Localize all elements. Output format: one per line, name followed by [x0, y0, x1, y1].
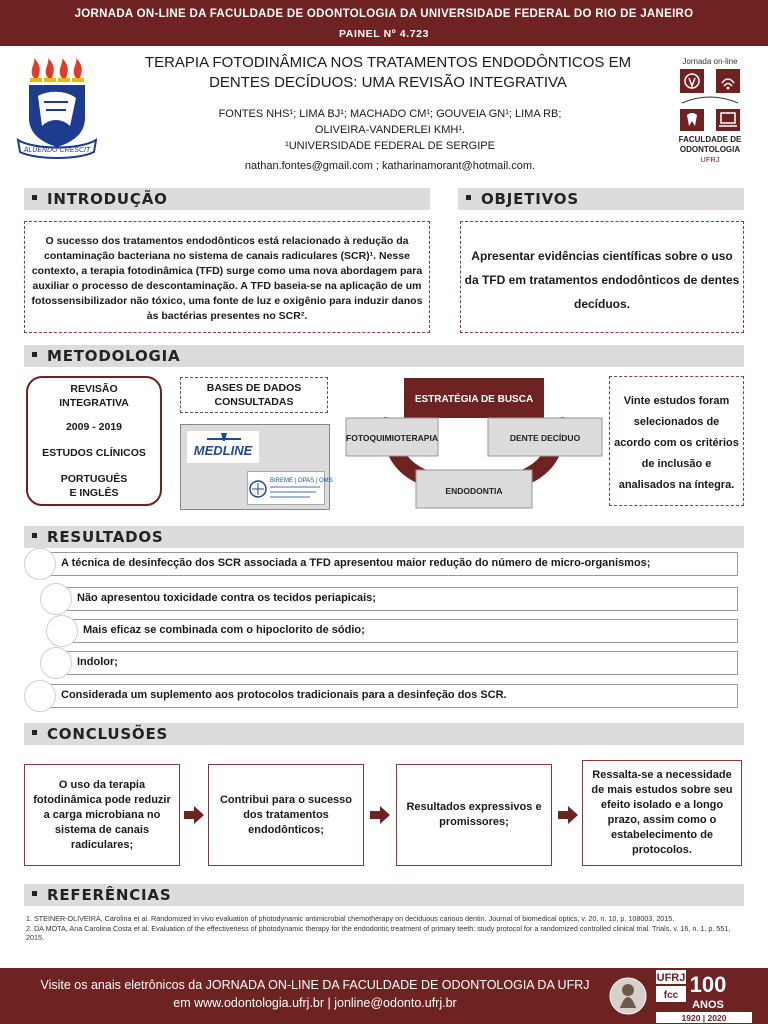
ufs-crest-logo [14, 56, 100, 162]
authors: FONTES NHS¹; LIMA BJ¹; MACHADO CM¹; GOUVEIA GN¹; LIMA RB; OLIVEIRA-VANDERLEI KMH¹. [218, 108, 562, 136]
medline-logo [187, 431, 259, 463]
poster-title: TERAPIA FOTODINÂMICA NOS TRATAMENTOS ENDODÔNTICOS EM DENTES DECÍDUOS: UMA REVISÃO INTEGRATIVA [144, 54, 632, 91]
conclusion-box: Resultados expressivos e promissores; [396, 764, 552, 866]
footer-line-2: em www.odontologia.ufrj.br | jonline@odonto.ufrj.br [173, 996, 457, 1010]
svg-text:UFRJ: UFRJ [656, 972, 686, 984]
database-logos [180, 424, 333, 510]
conclusion-box: Ressalta-se a necessidade de mais estudos sobre seu efeito isolado e a longo prazo, assim como o estabelecimento de protocolos. [582, 760, 742, 866]
svg-text:ODONTOLOGIA: ODONTOLOGIA [679, 145, 741, 154]
contact-emails: nathan.fontes@gmail.com ; katharinamorant@hotmail.com. [244, 160, 536, 172]
conclusion-box: O uso da terapia fotodinâmica pode reduzir a carga microbiana no sistema de canais radiculares; [24, 764, 180, 866]
reference-item: 1. STEINER-OLIVEIRA, Carolina et al. Randomized in vivo evaluation of photodynamic antimicrobial chemotherapy on deciduous carious dentin. Journal of biomedical optics, v. 20, n. 10, p. 108003, 2015. [26, 914, 675, 923]
affiliation: ¹UNIVERSIDADE FEDERAL DE SERGIPE [285, 140, 495, 152]
svg-text:ALUENDO CRESCIT: ALUENDO CRESCIT [23, 147, 91, 154]
arrow-right-icon [370, 806, 390, 824]
footer-line-1: Visite os anais eletrônicos da JORNADA ON-LINE DA FACULDADE DE ODONTOLOGIA DA UFRJ [40, 978, 590, 992]
bullet-circle [46, 615, 78, 647]
selected-studies-text: Vinte estudos foram selecionados de acordo com os critérios de inclusão e analisados na íntegra. [609, 376, 744, 506]
bullet-circle [40, 647, 72, 679]
arrow-right-icon [184, 806, 204, 824]
conclusion-box: Contribui para o sucesso dos tratamentos endodônticos; [208, 764, 364, 866]
svg-text:Jornada on-line: Jornada on-line [682, 57, 738, 66]
result-item: Mais eficaz se combinada com o hipoclorito de sódio; [62, 619, 738, 643]
result-item: Não apresentou toxicidade contra os tecidos periapicais; [56, 587, 738, 611]
section-header-resultados: RESULTADOS [24, 526, 744, 548]
metodologia-criteria-box: REVISÃO INTEGRATIVA 2009 - 2019 ESTUDOS CLÍNICOS PORTUGUÊS E INGLÊS [26, 376, 162, 506]
jornada-online-logo [672, 55, 748, 167]
svg-text:UFRJ: UFRJ [700, 155, 720, 164]
svg-text:FACULDADE DE: FACULDADE DE [678, 135, 742, 144]
flame-icon [30, 58, 84, 82]
svg-text:ANOS: ANOS [692, 999, 724, 1011]
search-strategy-diagram [344, 374, 604, 510]
section-header-metodologia: METODOLOGIA [24, 345, 744, 367]
term-endodontia: ENDODONTIA [445, 486, 503, 496]
svg-text:BIREME | OPAS | OMS: BIREME | OPAS | OMS [270, 478, 333, 484]
result-item: Considerada um suplemento aos protocolos tradicionais para a desinfeção dos SCR. [40, 684, 738, 708]
estrategia-label: ESTRATÉGIA DE BUSCA [414, 394, 534, 405]
panel-number: PAINEL Nº 4.723 [338, 28, 430, 40]
section-header-introducao: INTRODUÇÃO [24, 188, 430, 210]
bullet-circle [24, 680, 56, 712]
svg-text:100: 100 [689, 972, 727, 997]
bireme-logo [247, 471, 333, 505]
section-header-conclusoes: CONCLUSÕES [24, 723, 744, 745]
svg-text:MEDLINE: MEDLINE [193, 443, 253, 458]
svg-text:fcc: fcc [663, 990, 679, 1001]
event-title: JORNADA ON-LINE DA FACULDADE DE ODONTOLOGIA DA UNIVERSIDADE FEDERAL DO RIO DE JANEIRO [74, 8, 694, 20]
introducao-text: O sucesso dos tratamentos endodônticos está relacionado à redução da contaminação bacteriana no sistema de canais radiculares (SCR)¹. Nesse contexto, a terapia fotodinâmica (TFD) surge como uma nova abordagem para auxiliar o processo de descontaminação. A TFD baseia-se na aplicação de um fotossensibilizador não tóxico, uma fonte de luz e oxigênio para induzir danos às bactérias presentes no SCR². [24, 221, 430, 333]
bullet-circle [40, 583, 72, 615]
objetivos-text: Apresentar evidências científicas sobre o uso da TFD em tratamentos endodônticos de dentes decíduos. [460, 221, 744, 333]
bullet-circle [24, 548, 56, 580]
section-header-referencias: REFERÊNCIAS [24, 884, 744, 906]
bases-consultadas-label: BASES DE DADOS CONSULTADAS [180, 377, 328, 413]
arrow-right-icon [558, 806, 578, 824]
reference-item: 2. DA MOTA, Ana Carolina Costa et al. Evaluation of the effectiveness of photodynamic therapy for the endodontic treatment of primary teeth: study protocol for a randomized controlled clinical trial. Trials, v. 16, n. 1, p. 551, 2015. [26, 923, 731, 942]
ufrj-100-anos-logo [608, 968, 758, 1024]
references-list [26, 914, 746, 943]
term-fotoquimioterapia: FOTOQUIMIOTERAPIA [346, 433, 438, 443]
term-dente-deciduo: DENTE DECÍDUO [509, 433, 581, 443]
section-header-objetivos: OBJETIVOS [458, 188, 744, 210]
result-item: Indolor; [56, 651, 738, 675]
result-item: A técnica de desinfecção dos SCR associada a TFD apresentou maior redução do número de micro-organismos; [40, 552, 738, 576]
svg-text:1920 | 2020: 1920 | 2020 [681, 1013, 727, 1023]
